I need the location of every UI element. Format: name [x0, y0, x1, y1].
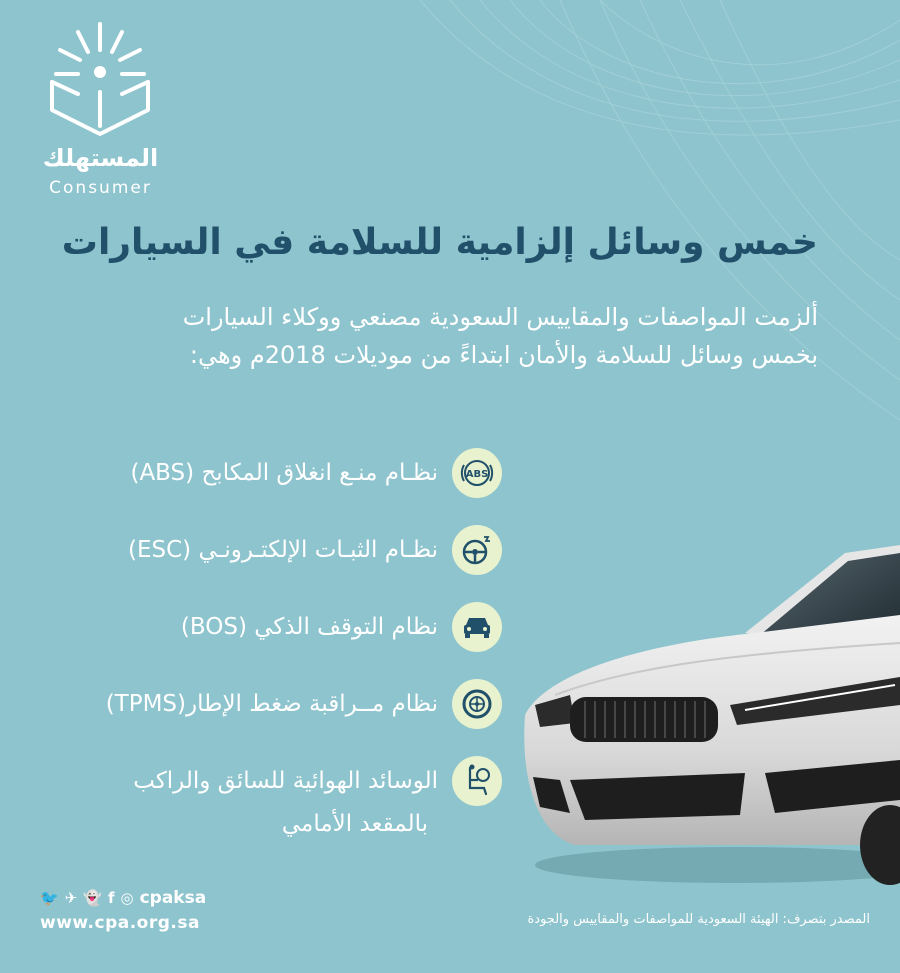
tire-icon	[452, 679, 502, 729]
item-label-airbags: الوسائد الهوائية للسائق والراكب	[133, 768, 438, 794]
intro-line-1: ألزمت المواصفات والمقاييس السعودية مصنعي ووكلاء السيارات	[182, 303, 818, 331]
car-front-icon	[452, 602, 502, 652]
car-illustration	[515, 545, 900, 890]
list-item-abs	[22, 445, 502, 501]
brand-name-arabic: المستهلك	[42, 144, 159, 172]
list-item-bos	[22, 599, 502, 655]
instagram-icon[interactable]: ◎	[120, 889, 134, 907]
snapchat-icon[interactable]: 👻	[83, 889, 102, 907]
intro-text	[38, 298, 818, 374]
brand-name-english: Consumer	[49, 178, 152, 198]
list-item-esc	[22, 522, 502, 578]
item-label-airbags-continuation: بالمقعد الأمامي	[281, 811, 428, 837]
steering-wheel-icon	[452, 525, 502, 575]
telegram-icon[interactable]: ✈	[64, 889, 78, 907]
social-handles	[40, 888, 206, 908]
logo-mark-icon	[38, 22, 163, 142]
page-title: خمس وسائل إلزامية للسلامة في السيارات	[61, 222, 818, 263]
airbag-seat-icon	[452, 756, 502, 806]
svg-text:ABS: ABS	[465, 469, 489, 480]
list-item-tpms	[22, 676, 502, 732]
website-link[interactable]: www.cpa.org.sa	[40, 913, 200, 933]
intro-line-2: بخمس وسائل للسلامة والأمان ابتداءً من موديلات 2018م وهي:	[189, 341, 818, 369]
facebook-icon[interactable]: f	[107, 889, 115, 907]
source-note: المصدر بتصرف: الهيئة السعودية للمواصفات والمقاييس والجودة	[527, 912, 870, 927]
twitter-icon[interactable]: 🐦	[40, 889, 59, 907]
list-item-airbags	[22, 753, 502, 809]
item-label-abs: نظـام منـع انغلاق المكابح (ABS)	[130, 460, 438, 486]
abs-icon	[452, 448, 502, 498]
social-handle[interactable]: cpaksa	[139, 888, 207, 908]
item-label-esc: نظـام الثبـات الإلكتـرونـي (ESC)	[127, 537, 438, 563]
item-label-bos: نظام التوقف الذكي (BOS)	[180, 614, 438, 640]
item-label-tpms: نظام مــراقبة ضغط الإطار(TPMS)	[105, 691, 438, 717]
consumer-logo	[38, 22, 163, 198]
